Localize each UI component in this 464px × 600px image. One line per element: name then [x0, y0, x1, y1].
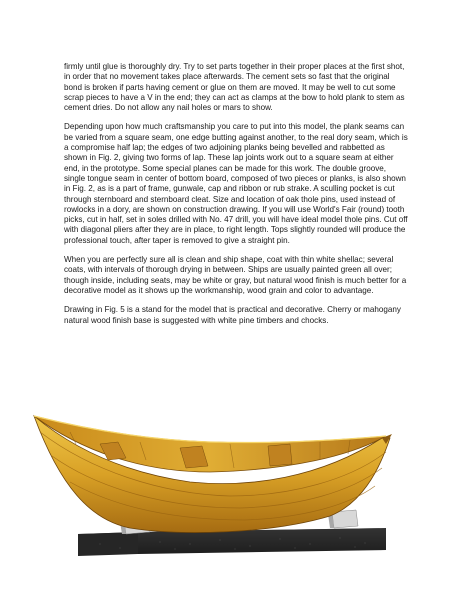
paragraph-stand-drawing: Drawing in Fig. 5 is a stand for the model that is practical and decorative. Cherry or mahogany natural wood finish base is suggested with white pine timbers and chocks.: [64, 305, 401, 325]
stand-left-face: [78, 532, 138, 556]
paragraph-glue-drying: firmly until glue is thoroughly dry. Try to set parts together in their proper places at the first shot, in order that no movement takes place afterwards. The cement sets so fast that the original bond is broken if parts having cement or glue on them are moved. It may be well to cut some scrap pieces to have a V in the end; they can act as clamps at the bow to hold plank to stem as cement dries. Do not allow any nail holes or mars to show.: [64, 62, 405, 113]
paragraph-shellac-finish: When you are perfectly sure all is clean and ship shape, coat with thin white shellac; several coats, with intervals of thorough drying in between. Ships are usually painted green all over; though inside, including seats, may be white or gray, but natural wood finish is much better for a decorative model as it shows up the workmanship, wood grain and color to advantage.: [64, 255, 407, 295]
seat-3: [268, 444, 292, 466]
dory-model-svg: [30, 386, 400, 562]
document-page: [64, 62, 408, 335]
paragraph-plank-seams: Depending upon how much craftsmanship you care to put into this model, the plank seams can be varied from a square seam, one edge butting against another, to the real dory seam, which is a compromise half lap; the edges of two adjoining planks being bevelled and rabbetted as shown in Fig. 2, giving two forms of lap. These lap joints work out to a square seam at either end, in the prototype. Some special planes can be made for this work. The double groove, single tongue seam in center of bottom board, composed of two pieces or planks, is also shown in Fig. 2, as is a part of frame, gunwale, cap and ribbon or rub strake. A sculling pocket is cut through sternboard and sternboard cleat. Size and location of oak thole pins, used instead of rowlocks in a dory, are shown on construction drawing. If you will use World's Fair (round) tooth picks, cut in half, set in soles drilled with No. 47 drill, you will have ideal model thole pins. Cut off with diagonal pliers after they are in place, to right length. Tops slightly rounded will produce the professional touch, after taper is removed to give a straight pin.: [64, 122, 408, 245]
dory-model-illustration: [30, 386, 400, 562]
